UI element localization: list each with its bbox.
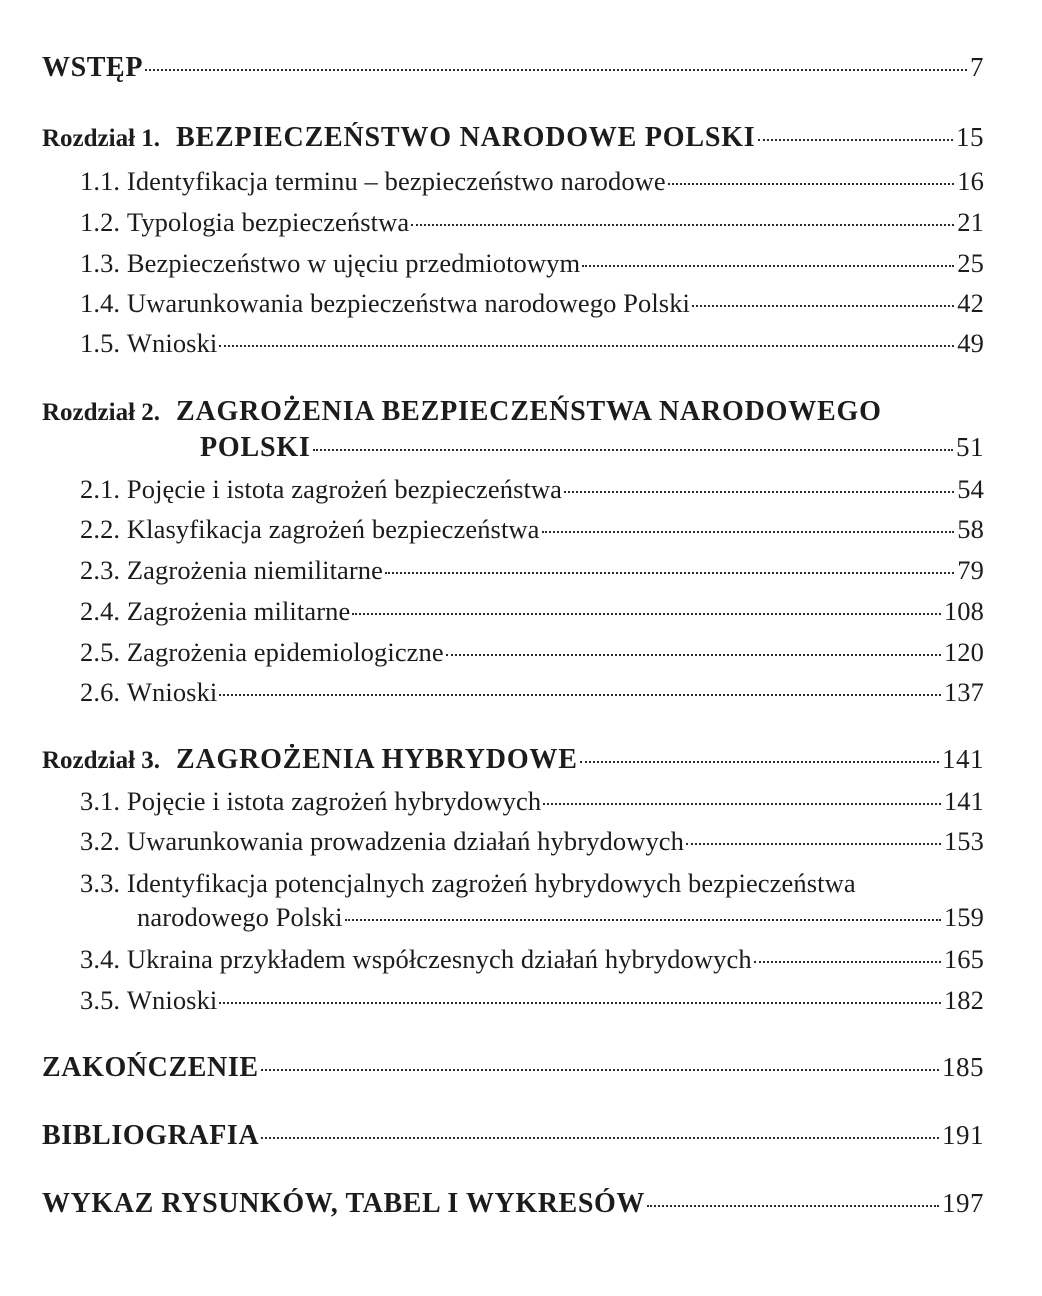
dot-leader (564, 491, 954, 493)
chapter-title: BEZPIECZEŃSTWO NARODOWE POLSKI (176, 122, 756, 153)
toc-section-2-6 (80, 677, 984, 708)
toc-section-2-2 (80, 514, 984, 545)
page-number: 153 (943, 826, 984, 856)
section-number: 3.4. (80, 944, 121, 974)
toc-section-1-2 (80, 207, 984, 238)
page-number: 16 (957, 166, 984, 196)
toc-section-3-3 (137, 902, 984, 933)
toc-chapter-3 (42, 744, 984, 776)
dot-leader (582, 265, 954, 267)
dot-leader (543, 803, 941, 805)
toc-section-2-5 (80, 637, 984, 668)
section-title: Pojęcie i istota zagrożeń bezpieczeństwa (126, 474, 563, 504)
toc-section-2-4 (80, 596, 984, 627)
toc-chapter-2-heading (42, 396, 882, 428)
dot-leader (580, 761, 939, 763)
section-title: Ukraina przykładem współczesnych działań hybrydowych (126, 944, 752, 974)
toc-section-3-3-heading (80, 868, 856, 899)
chapter-label: Rozdział 2. (42, 399, 161, 426)
section-number: 3.2. (80, 826, 121, 856)
section-number: 1.1. (80, 166, 121, 196)
toc-section-1-4 (80, 288, 984, 319)
page-number: 42 (957, 288, 984, 318)
section-number: 1.2. (80, 207, 121, 237)
page-number: 108 (943, 596, 984, 626)
dot-leader (754, 961, 941, 963)
page-number: 79 (957, 555, 984, 585)
dot-leader (261, 1069, 939, 1071)
section-title: Identyfikacja terminu – bezpieczeństwo narodowe (126, 166, 666, 196)
toc-section-3-4 (80, 944, 984, 975)
chapter-label: Rozdział 3. (42, 747, 161, 774)
entry-title: ZAKOŃCZENIE (42, 1052, 259, 1083)
page-number: 159 (943, 902, 984, 932)
chapter-title-line-1: ZAGROŻENIA BEZPIECZEŃSTWA NARODOWEGO (176, 396, 882, 427)
section-title: Pojęcie i istota zagrożeń hybrydowych (126, 786, 542, 816)
page-number: 15 (956, 122, 984, 152)
section-number: 2.2. (80, 514, 121, 544)
section-number: 3.3. (80, 868, 121, 898)
dot-leader (313, 449, 953, 451)
page-number: 141 (943, 786, 984, 816)
toc-entry-conclusion (42, 1052, 984, 1084)
section-number: 3.5. (80, 985, 121, 1015)
section-title: Zagrożenia niemilitarne (126, 555, 384, 585)
page-number: 165 (943, 944, 984, 974)
section-number: 2.3. (80, 555, 121, 585)
page-number: 137 (943, 677, 984, 707)
entry-title: BIBLIOGRAFIA (42, 1120, 260, 1151)
toc-section-2-3 (80, 555, 984, 586)
section-number: 2.1. (80, 474, 121, 504)
toc-section-2-1 (80, 474, 984, 505)
section-title: Zagrożenia epidemiologiczne (126, 637, 444, 667)
page-number: 197 (942, 1188, 984, 1218)
dot-leader (352, 613, 941, 615)
toc-section-1-1 (80, 166, 984, 197)
dot-leader (261, 1137, 939, 1139)
toc-section-1-3 (80, 248, 984, 279)
page-number: 49 (957, 328, 984, 358)
page-number: 21 (957, 207, 984, 237)
section-title: Wnioski (126, 328, 218, 358)
dot-leader (446, 654, 941, 656)
toc-section-3-5 (80, 985, 984, 1016)
section-number: 2.5. (80, 637, 121, 667)
page-number: 58 (957, 514, 984, 544)
section-title: Klasyfikacja zagrożeń bezpieczeństwa (126, 514, 540, 544)
section-title: Uwarunkowania bezpieczeństwa narodowego Polski (126, 288, 691, 318)
entry-title: WSTĘP (42, 52, 144, 83)
toc-entry-bibliography (42, 1120, 984, 1152)
toc-section-3-2 (80, 826, 984, 857)
page-number: 141 (942, 744, 984, 774)
dot-leader (647, 1205, 939, 1207)
section-title-line-2: narodowego Polski (137, 902, 343, 932)
dot-leader (345, 919, 941, 921)
toc-chapter-1 (42, 122, 984, 154)
section-title-line-1: Identyfikacja potencjalnych zagrożeń hybrydowych bezpieczeństwa (126, 868, 856, 898)
chapter-title: ZAGROŻENIA HYBRYDOWE (176, 744, 578, 775)
section-title: Uwarunkowania prowadzenia działań hybrydowych (126, 826, 685, 856)
dot-leader (411, 224, 954, 226)
dot-leader (692, 305, 954, 307)
dot-leader (219, 1002, 941, 1004)
section-title: Zagrożenia militarne (126, 596, 351, 626)
toc-section-3-1 (80, 786, 984, 817)
section-number: 1.4. (80, 288, 121, 318)
dot-leader (758, 139, 954, 141)
dot-leader (145, 69, 967, 71)
section-number: 1.5. (80, 328, 121, 358)
section-number: 2.6. (80, 677, 121, 707)
page-number: 120 (943, 637, 984, 667)
page-number: 51 (956, 432, 984, 462)
page-number: 182 (943, 985, 984, 1015)
page-number: 185 (942, 1052, 984, 1082)
toc-chapter-2 (200, 432, 984, 464)
section-number: 1.3. (80, 248, 121, 278)
toc-entry-introduction (42, 52, 984, 84)
entry-title: WYKAZ RYSUNKÓW, TABEL I WYKRESÓW (42, 1188, 645, 1219)
section-title: Wnioski (126, 985, 218, 1015)
section-number: 2.4. (80, 596, 121, 626)
toc-section-1-5 (80, 328, 984, 359)
page-number: 54 (957, 474, 984, 504)
dot-leader (219, 345, 954, 347)
dot-leader (668, 183, 955, 185)
section-title: Bezpieczeństwo w ujęciu przedmiotowym (126, 248, 581, 278)
section-number: 3.1. (80, 786, 121, 816)
page-number: 25 (957, 248, 984, 278)
page-number: 7 (970, 52, 984, 82)
chapter-title-line-2: POLSKI (200, 432, 311, 463)
chapter-label: Rozdział 1. (42, 125, 161, 152)
dot-leader (686, 843, 941, 845)
section-title: Wnioski (126, 677, 218, 707)
section-title: Typologia bezpieczeństwa (126, 207, 410, 237)
dot-leader (219, 694, 941, 696)
dot-leader (542, 531, 955, 533)
page-number: 191 (942, 1120, 984, 1150)
toc-entry-list-of-figures (42, 1188, 984, 1220)
dot-leader (385, 572, 954, 574)
